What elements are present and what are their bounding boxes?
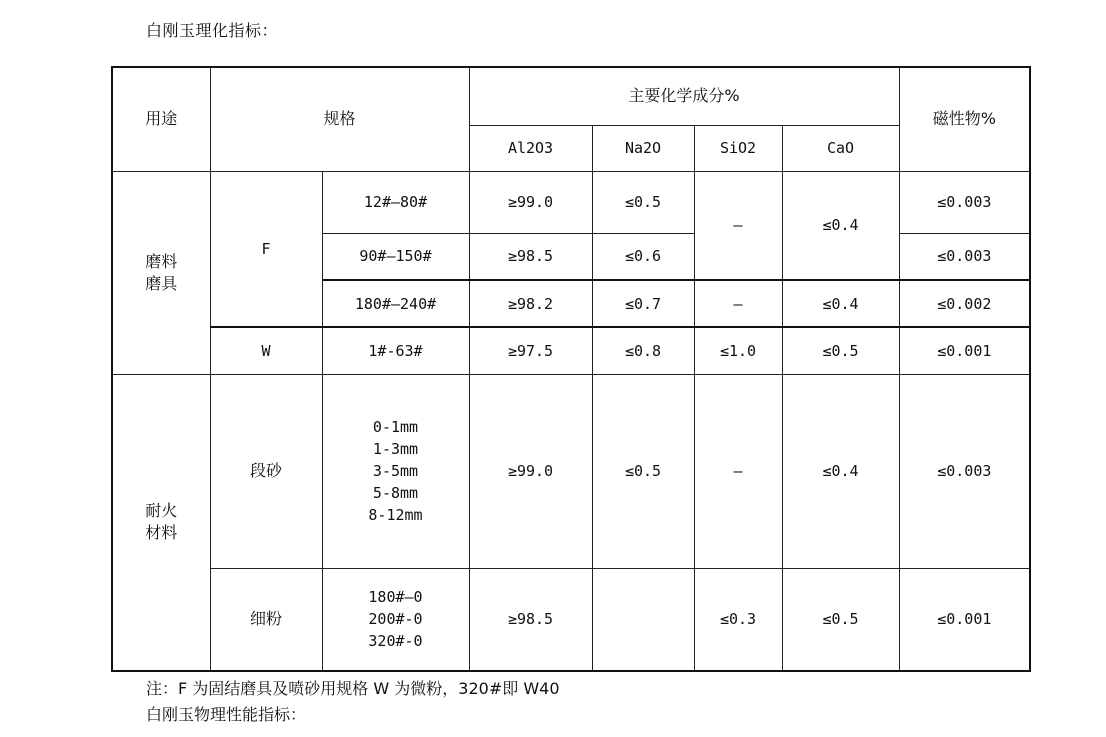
na2o-cell <box>592 568 694 671</box>
spec-cell: 12#—80# <box>322 171 469 233</box>
cao-cell: ≤0.4 <box>782 374 899 568</box>
header-na2o: Na2O <box>592 125 694 171</box>
sio2-cell: — <box>694 280 782 327</box>
al2o3-cell: ≥98.5 <box>469 233 592 280</box>
usage-refractory <box>112 374 210 671</box>
magnetic-cell: ≤0.001 <box>899 327 1030 374</box>
cao-cell: ≤0.5 <box>782 568 899 671</box>
na2o-cell: ≤0.5 <box>592 374 694 568</box>
magnetic-cell: ≤0.003 <box>899 171 1030 233</box>
header-chemical: 主要化学成分% <box>469 67 899 125</box>
segment-sizes <box>322 374 469 568</box>
header-usage: 用途 <box>112 67 210 171</box>
spec-powder-label: 细粉 <box>210 568 322 671</box>
magnetic-cell: ≤0.001 <box>899 568 1030 671</box>
header-sio2: SiO2 <box>694 125 782 171</box>
usage-abrasive <box>112 171 210 374</box>
sio2-cell: — <box>694 374 782 568</box>
size-item: 180#—0 <box>368 588 423 607</box>
header-magnetic: 磁性物% <box>899 67 1030 171</box>
al2o3-cell: ≥98.5 <box>469 568 592 671</box>
al2o3-cell: ≥97.5 <box>469 327 592 374</box>
na2o-cell: ≤0.8 <box>592 327 694 374</box>
spec-table <box>111 66 1031 672</box>
powder-sizes <box>322 568 469 671</box>
magnetic-cell: ≤0.002 <box>899 280 1030 327</box>
usage-abrasive-line2: 磨具 <box>145 273 178 293</box>
sio2-cell: ≤1.0 <box>694 327 782 374</box>
table-footnote: 注：F 为固结磨具及喷砂用规格 W 为微粉，320#即 W40 <box>146 679 560 698</box>
document-title: 白刚玉理化指标： <box>146 21 279 40</box>
spec-segment-label: 段砂 <box>210 374 322 568</box>
usage-refractory-line2: 材料 <box>145 523 178 543</box>
al2o3-cell: ≥98.2 <box>469 280 592 327</box>
al2o3-cell: ≥99.0 <box>469 374 592 568</box>
size-item: 5-8mm <box>372 484 419 502</box>
sio2-cell-merged: — <box>694 171 782 280</box>
spec-cell: 90#—150# <box>322 233 469 280</box>
usage-refractory-line1: 耐火 <box>145 501 178 521</box>
cao-cell: ≤0.5 <box>782 327 899 374</box>
header-cao: CaO <box>782 125 899 171</box>
size-item: 1-3mm <box>372 440 419 458</box>
header-spec: 规格 <box>210 67 469 171</box>
size-item: 0-1mm <box>372 418 419 436</box>
sio2-cell: ≤0.3 <box>694 568 782 671</box>
cao-cell: ≤0.4 <box>782 280 899 327</box>
na2o-cell: ≤0.7 <box>592 280 694 327</box>
size-item: 320#-0 <box>368 632 423 651</box>
size-item: 8-12mm <box>368 506 423 524</box>
usage-abrasive-line1: 磨料 <box>145 251 178 271</box>
al2o3-cell: ≥99.0 <box>469 171 592 233</box>
magnetic-cell: ≤0.003 <box>899 374 1030 568</box>
na2o-cell: ≤0.5 <box>592 171 694 233</box>
size-item: 3-5mm <box>372 462 419 480</box>
size-item: 200#-0 <box>368 610 423 629</box>
spec-w-label: W <box>210 327 322 374</box>
na2o-cell: ≤0.6 <box>592 233 694 280</box>
magnetic-cell: ≤0.003 <box>899 233 1030 280</box>
spec-f-label: F <box>210 171 322 327</box>
cao-cell-merged: ≤0.4 <box>782 171 899 280</box>
header-al2o3: Al2O3 <box>469 125 592 171</box>
spec-cell: 180#—240# <box>322 280 469 327</box>
section-title: 白刚玉物理性能指标： <box>146 705 307 724</box>
spec-cell: 1#-63# <box>322 327 469 374</box>
